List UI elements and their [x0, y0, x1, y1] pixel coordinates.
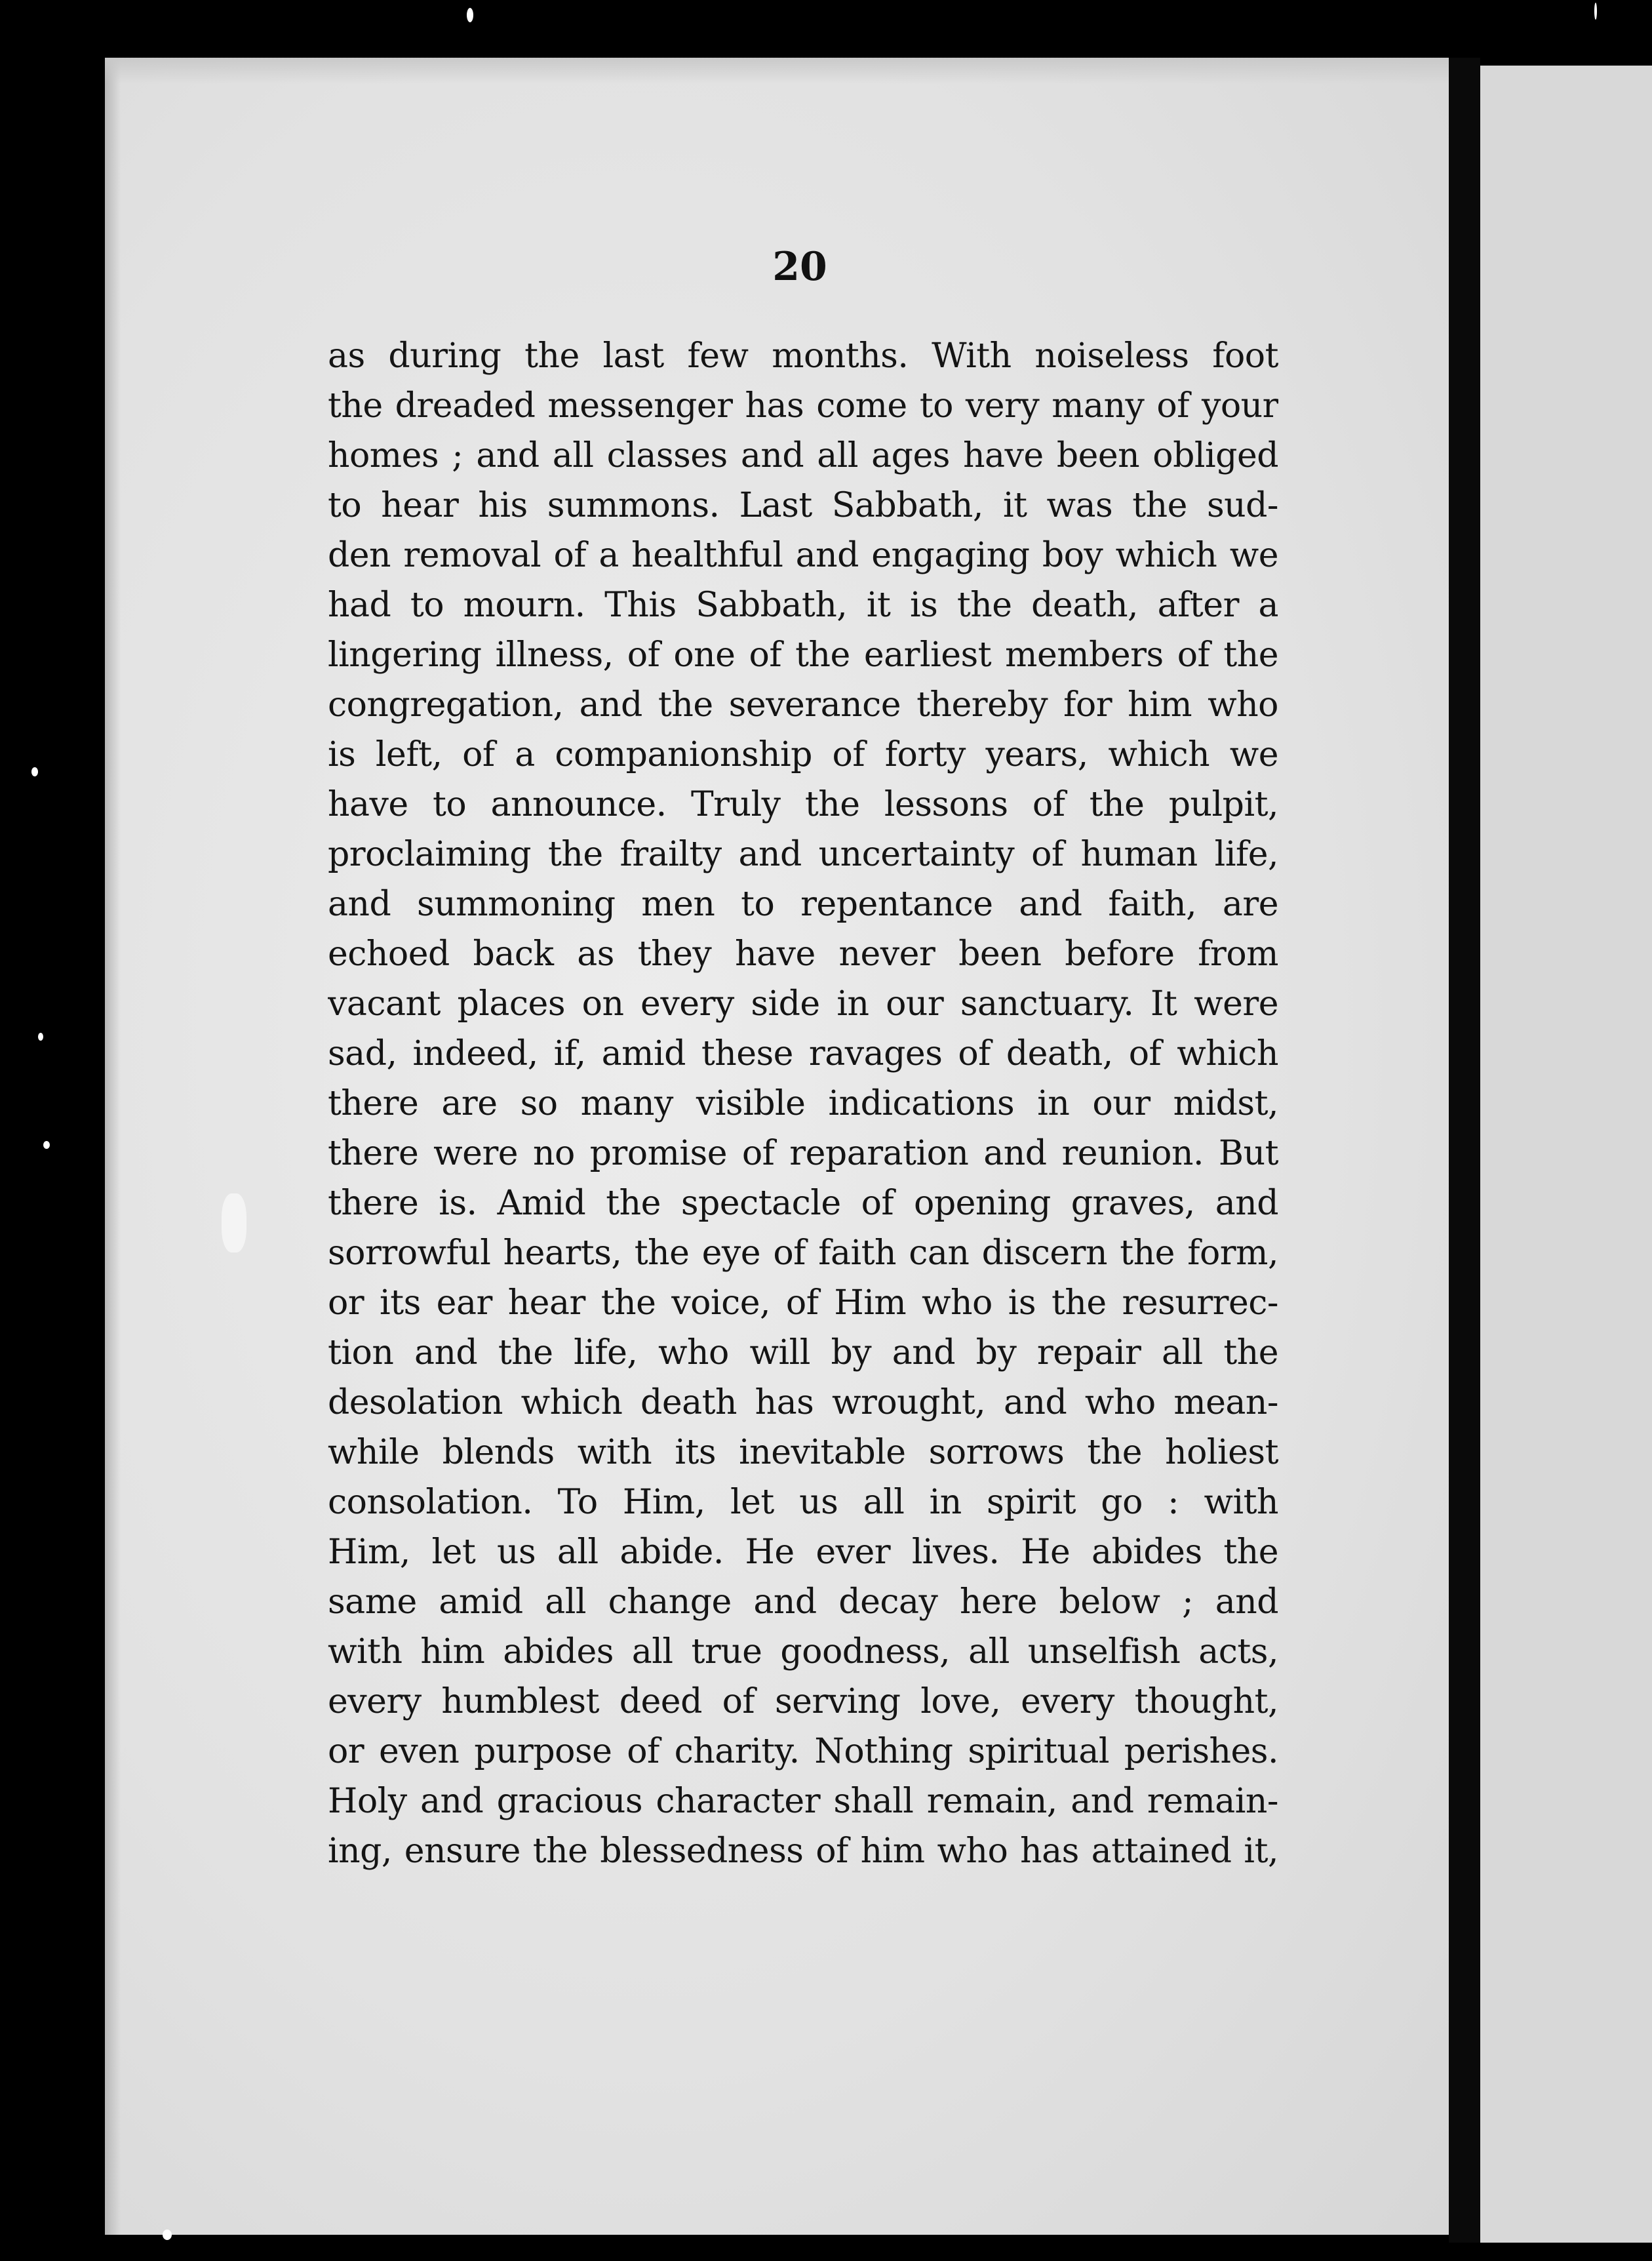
scan-speck: [1594, 3, 1597, 20]
text-line: there are so many visible indications in our midst,: [328, 1084, 1278, 1123]
book-gutter: [1449, 58, 1480, 2243]
text-line: every humblest deed of serving love, every thought,: [328, 1682, 1278, 1721]
text-line: echoed back as they have never been before from: [328, 934, 1278, 974]
text-line: lingering illness, of one of the earliest members of the: [328, 635, 1278, 675]
text-line: same amid all change and decay here below ; and: [328, 1582, 1278, 1622]
adjacent-page-edge: [1480, 66, 1652, 2243]
page-number: 20: [772, 244, 827, 290]
scan-speck: [43, 1141, 50, 1149]
scan-speck: [163, 2230, 172, 2240]
text-line: homes ; and all classes and all ages have been obliged: [328, 436, 1278, 475]
page-body-text: [328, 331, 1278, 1876]
scan-speck: [467, 8, 473, 22]
text-line: there is. Amid the spectacle of opening graves, and: [328, 1184, 1278, 1223]
text-line: ing, ensure the blessedness of him who has attained it,: [328, 1831, 1278, 1871]
text-line: or even purpose of charity. Nothing spiritual perishes.: [328, 1732, 1278, 1771]
text-line: Holy and gracious character shall remain, and remain-: [328, 1782, 1278, 1821]
scan-speck: [31, 767, 38, 776]
text-line: is left, of a companionship of forty years, which we: [328, 735, 1278, 774]
text-line: consolation. To Him, let us all in spirit go : with: [328, 1483, 1278, 1522]
text-line: had to mourn. This Sabbath, it is the death, after a: [328, 586, 1278, 625]
scan-speck: [38, 1033, 43, 1041]
text-line: there were no promise of reparation and reunion. But: [328, 1134, 1278, 1173]
text-line: the dreaded messenger has come to very many of your: [328, 386, 1278, 426]
text-line: desolation which death has wrought, and who mean-: [328, 1383, 1278, 1422]
text-line: as during the last few months. With noiseless foot: [328, 336, 1278, 376]
text-line: den removal of a healthful and engaging boy which we: [328, 536, 1278, 575]
scan-speck: [222, 1193, 246, 1252]
text-line: proclaiming the frailty and uncertainty of human life,: [328, 835, 1278, 874]
text-line: or its ear hear the voice, of Him who is the resurrec-: [328, 1283, 1278, 1323]
text-line: with him abides all true goodness, all unselfish acts,: [328, 1632, 1278, 1671]
text-line: while blends with its inevitable sorrows the holiest: [328, 1433, 1278, 1472]
text-line: have to announce. Truly the lessons of the pulpit,: [328, 785, 1278, 824]
text-line: and summoning men to repentance and faith, are: [328, 885, 1278, 924]
text-line: sorrowful hearts, the eye of faith can discern the form,: [328, 1233, 1278, 1273]
page-edge-shadow: [105, 58, 121, 2235]
text-line: vacant places on every side in our sanctuary. It were: [328, 984, 1278, 1024]
text-line: Him, let us all abide. He ever lives. He abides the: [328, 1532, 1278, 1572]
text-line: to hear his summons. Last Sabbath, it was the sud-: [328, 486, 1278, 525]
text-line: tion and the life, who will by and by repair all the: [328, 1333, 1278, 1372]
text-line: sad, indeed, if, amid these ravages of death, of which: [328, 1034, 1278, 1073]
page-top-edge: [105, 58, 1449, 84]
text-line: congregation, and the severance thereby for him who: [328, 685, 1278, 725]
